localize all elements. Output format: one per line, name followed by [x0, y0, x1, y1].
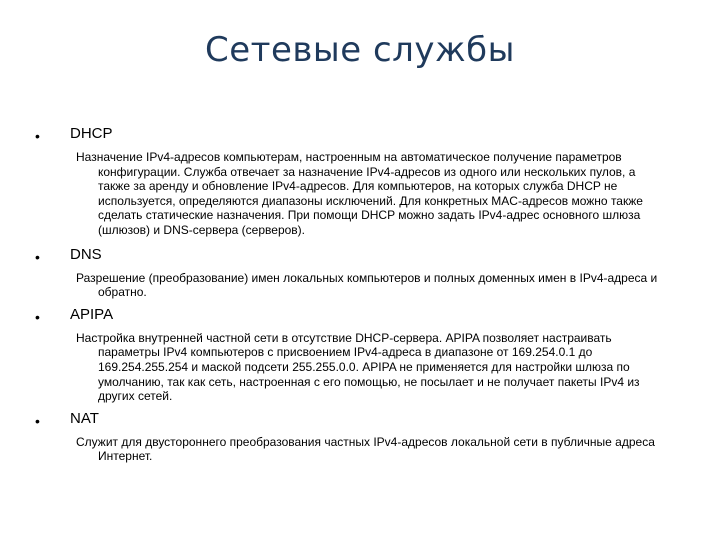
item-description-dhcp: Назначение IPv4-адресов компьютерам, настроенным на автоматическое получение параметров конфигурации. Служба отвечает за назначение IPv4-адресов из одного или нескольких пулов, а также за аренду и обновление IPv4-адресов. Для компьютеров, на которых служба DHCP не используется, определяются диапазоны исключений. Для конкретных MAC-адресов можно также сделать статические назначения. При помощи DHCP можно задать IPv4-адрес основного шлюза (шлюзов) и DNS-сервера (серверов).: [76, 150, 643, 237]
item-heading-nat: NAT: [70, 409, 99, 427]
bullet-icon: •: [35, 128, 40, 144]
item-heading-dns: DNS: [70, 245, 102, 263]
bullet-icon: •: [35, 308, 40, 325]
slide-title: Сетевые службы: [205, 30, 515, 70]
bullet-icon: •: [35, 248, 40, 265]
list-item-apipa: [0, 306, 720, 404]
list-item-dns: [0, 246, 720, 300]
item-description-dns: Разрешение (преобразование) имен локальных компьютеров и полных доменных имен в IPv4-адреса и обратно.: [76, 270, 658, 300]
item-description-apipa: Настройка внутренней частной сети в отсутствие DHCP-сервера. APIPA позволяет настраивать параметры IPv4 компьютеров с присвоением IPv4-адреса в диапазоне от 169.254.0.1 до 169.254.255.254 и маской подсети 255.255.0.0. APIPA не применяется для настройки шлюза по умолчанию, так как сеть, настроенная с его помощью, не посылает и не получает пакеты IPv4 из других сетей.: [76, 330, 640, 404]
item-description-nat: Служит для двустороннего преобразования частных IPv4-адресов локальной сети в публичные адреса Интернет.: [76, 434, 655, 464]
bullet-list: [0, 125, 720, 464]
list-item-dhcp: [0, 125, 720, 238]
bullet-icon: •: [35, 412, 40, 429]
list-item-nat: [0, 410, 720, 464]
item-heading-apipa: APIPA: [70, 305, 114, 323]
item-heading-dhcp: DHCP: [70, 125, 113, 142]
